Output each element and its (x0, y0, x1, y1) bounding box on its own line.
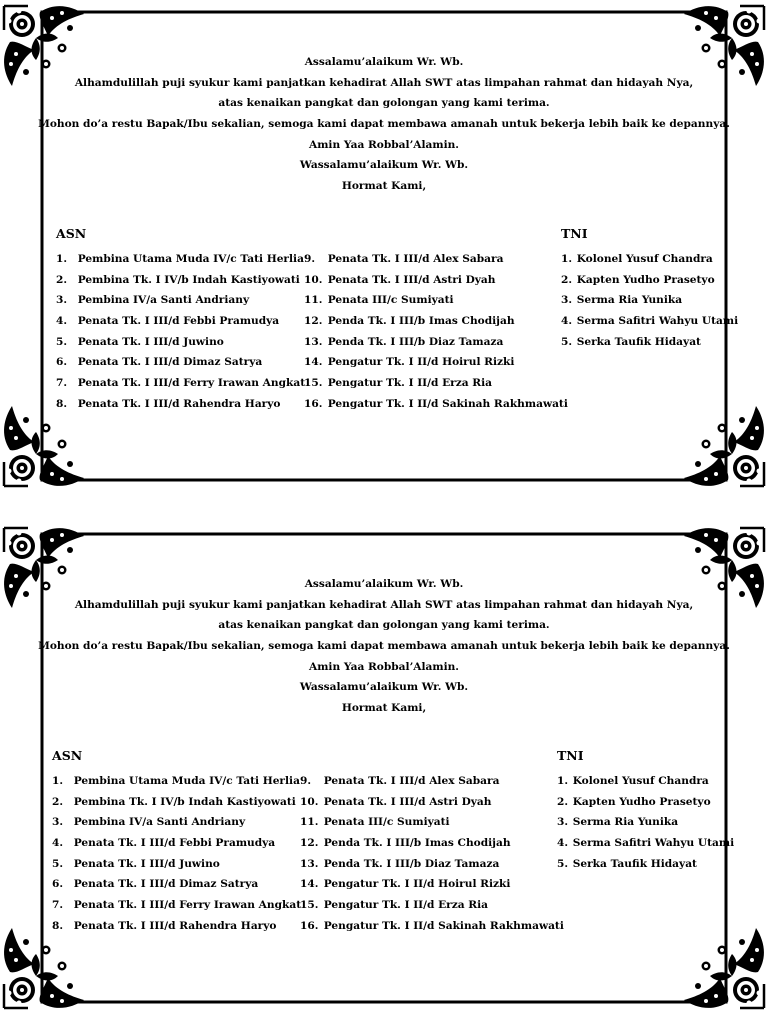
tni-column (557, 746, 734, 874)
tni-heading: TNI (561, 226, 588, 241)
list-name: Serma Ria Yunika (572, 816, 679, 829)
greeting-line: Mohon do’a restu Bapak/Ibu sekalian, semoga kami dapat membawa amanah untuk bekerja lebih baik ke depannya. (38, 118, 730, 131)
list-number: 1. (557, 775, 569, 787)
greeting-line: Amin Yaa Robbal’Alamin. (309, 660, 459, 673)
asn-heading: ASN (56, 226, 87, 241)
list-item (561, 311, 738, 332)
list-name: Penda Tk. I III/b Imas Chodijah (323, 837, 511, 850)
list-name: Penda Tk. I III/b Diaz Tamaza (323, 857, 500, 870)
list-item (557, 771, 734, 792)
list-number: 12. (300, 837, 319, 850)
list-number: 5. (52, 857, 64, 870)
list-name: Penata III/c Sumiyati (323, 816, 450, 829)
list-number: 2. (56, 273, 68, 286)
list-name: Kolonel Yusuf Chandra (572, 775, 709, 787)
greeting-line: Alhamdulillah puji syukur kami panjatkan kehadirat Allah SWT atas limpahan rahmat dan hidayah Nya, (74, 598, 694, 611)
asn-column-right (304, 249, 568, 415)
greeting-line: Assalamu’alaikum Wr. Wb. (304, 56, 464, 68)
list-name: Penata Tk. I III/d Juwino (77, 335, 224, 348)
greeting-line: Alhamdulillah puji syukur kami panjatkan kehadirat Allah SWT atas limpahan rahmat dan hidayah Nya, (74, 76, 694, 89)
list-name: Pengatur Tk. I II/d Erza Ria (327, 377, 492, 390)
greeting-line: atas kenaikan pangkat dan golongan yang kami terima. (218, 619, 550, 632)
list-item (300, 916, 564, 937)
asn-column-left (52, 746, 301, 937)
list-name: Pengatur Tk. I II/d Sakinah Rakhmawati (327, 397, 568, 410)
list-item (561, 290, 738, 311)
list-item (300, 792, 564, 813)
list-name: Serka Taufik Hidayat (572, 857, 697, 870)
list-name: Penata Tk. I III/d Dimaz Satrya (73, 878, 259, 891)
list-name: Penata Tk. I III/d Astri Dyah (327, 273, 496, 286)
list-number: 16. (304, 397, 323, 410)
list-item (557, 812, 734, 833)
list-number: 1. (52, 775, 64, 787)
list-name: Penata Tk. I III/d Dimaz Satrya (77, 356, 263, 369)
list-name: Pengatur Tk. I II/d Hoirul Rizki (323, 878, 511, 891)
tni-heading: TNI (557, 748, 584, 763)
list-name: Kapten Yudho Prasetyo (576, 273, 715, 286)
list-name: Pembina IV/a Santi Andriany (73, 816, 246, 829)
list-item (56, 332, 305, 353)
list-number: 2. (52, 795, 64, 808)
list-item (304, 332, 568, 353)
list-number: 2. (557, 795, 569, 808)
list-item (56, 311, 305, 332)
list-name: Pembina Tk. I IV/b Indah Kastiyowati (77, 273, 300, 286)
tni-column (561, 224, 738, 352)
list-item (52, 792, 301, 813)
list-name: Penda Tk. I III/b Imas Chodijah (327, 315, 515, 328)
list-name: Penata Tk. I III/d Alex Sabara (327, 253, 504, 265)
greeting-line: Assalamu’alaikum Wr. Wb. (304, 578, 464, 590)
list-number: 11. (304, 294, 323, 307)
list-name: Penata Tk. I III/d Ferry Irawan Angkat (77, 377, 306, 390)
list-number: 7. (56, 377, 68, 390)
list-name: Pengatur Tk. I II/d Hoirul Rizki (327, 356, 515, 369)
list-number: 4. (557, 837, 569, 850)
list-number: 5. (557, 857, 569, 870)
list-item (557, 854, 734, 875)
list-item (557, 833, 734, 854)
corner-ornament-icon (678, 922, 768, 1012)
list-number: 14. (304, 356, 323, 369)
list-number: 2. (561, 273, 573, 286)
list-name: Penata Tk. I III/d Alex Sabara (323, 775, 500, 787)
list-number: 4. (561, 315, 573, 328)
list-number: 1. (56, 253, 68, 265)
list-name: Penata Tk. I III/d Rahendra Haryo (73, 919, 277, 932)
list-item (56, 373, 305, 394)
invitation-card-top (0, 2, 768, 490)
list-item (300, 771, 564, 792)
list-name: Pengatur Tk. I II/d Sakinah Rakhmawati (323, 919, 564, 932)
greeting-line: Amin Yaa Robbal’Alamin. (309, 138, 459, 151)
list-number: 8. (56, 397, 68, 410)
list-item (300, 874, 564, 895)
list-name: Penata Tk. I III/d Febbi Pramudya (73, 837, 276, 850)
list-number: 5. (56, 335, 68, 348)
list-item (300, 812, 564, 833)
list-number: 10. (304, 273, 323, 286)
list-item (304, 311, 568, 332)
list-number: 16. (300, 919, 319, 932)
list-item (52, 854, 301, 875)
list-number: 5. (561, 335, 573, 348)
list-name: Penata Tk. I III/d Rahendra Haryo (77, 397, 281, 410)
list-item (304, 352, 568, 373)
list-number: 9. (300, 775, 312, 787)
list-item (300, 895, 564, 916)
list-number: 13. (300, 857, 319, 870)
list-item (52, 895, 301, 916)
greeting-line: Mohon do’a restu Bapak/Ibu sekalian, semoga kami dapat membawa amanah untuk bekerja lebih baik ke depannya. (38, 640, 730, 653)
list-number: 15. (300, 899, 319, 912)
list-number: 9. (304, 253, 316, 265)
greeting-line: Hormat Kami, (341, 180, 427, 193)
list-item (56, 290, 305, 311)
list-item (561, 270, 738, 291)
list-item (56, 249, 305, 270)
list-item (304, 394, 568, 415)
list-item (304, 373, 568, 394)
list-number: 4. (56, 315, 68, 328)
list-item (56, 270, 305, 291)
list-item (52, 771, 301, 792)
list-item (561, 249, 738, 270)
list-number: 6. (56, 356, 68, 369)
greeting-line: atas kenaikan pangkat dan golongan yang kami terima. (218, 97, 550, 110)
list-number: 6. (52, 878, 64, 891)
list-number: 15. (304, 377, 323, 390)
list-item (52, 833, 301, 854)
greeting-block (0, 574, 768, 719)
list-number: 3. (56, 294, 68, 307)
list-name: Serma Safitri Wahyu Utami (572, 837, 735, 850)
greeting-block (0, 52, 768, 197)
list-name: Pembina Tk. I IV/b Indah Kastiyowati (73, 795, 296, 808)
list-item (300, 854, 564, 875)
list-number: 4. (52, 837, 64, 850)
list-number: 3. (52, 816, 64, 829)
list-number: 11. (300, 816, 319, 829)
list-name: Serma Safitri Wahyu Utami (576, 315, 739, 328)
list-name: Penata Tk. I III/d Juwino (73, 857, 220, 870)
list-name: Serka Taufik Hidayat (576, 335, 701, 348)
corner-ornament-icon (678, 400, 768, 490)
list-name: Serma Ria Yunika (576, 294, 683, 307)
list-number: 12. (304, 315, 323, 328)
list-number: 14. (300, 878, 319, 891)
list-item (56, 394, 305, 415)
list-name: Penata III/c Sumiyati (327, 294, 454, 307)
asn-column-right (300, 771, 564, 937)
list-name: Pembina IV/a Santi Andriany (77, 294, 250, 307)
list-number: 1. (561, 253, 573, 265)
greeting-line: Hormat Kami, (341, 702, 427, 715)
list-name: Penata Tk. I III/d Ferry Irawan Angkat (73, 899, 302, 912)
list-name: Penata Tk. I III/d Febbi Pramudya (77, 315, 280, 328)
list-item (52, 812, 301, 833)
list-item (52, 874, 301, 895)
list-number: 3. (557, 816, 569, 829)
asn-heading: ASN (52, 748, 83, 763)
list-name: Pembina Utama Muda IV/c Tati Herlia (77, 253, 304, 265)
list-name: Pengatur Tk. I II/d Erza Ria (323, 899, 488, 912)
asn-column-left (56, 224, 305, 415)
greeting-line: Wassalamu’alaikum Wr. Wb. (299, 681, 469, 694)
list-name: Kapten Yudho Prasetyo (572, 795, 711, 808)
list-name: Pembina Utama Muda IV/c Tati Herlia (73, 775, 300, 787)
list-number: 7. (52, 899, 64, 912)
list-number: 10. (300, 795, 319, 808)
list-item (304, 290, 568, 311)
invitation-card-bottom (0, 524, 768, 1012)
list-name: Penda Tk. I III/b Diaz Tamaza (327, 335, 504, 348)
list-item (56, 352, 305, 373)
list-item (304, 270, 568, 291)
list-number: 13. (304, 335, 323, 348)
list-item (52, 916, 301, 937)
list-name: Kolonel Yusuf Chandra (576, 253, 713, 265)
list-item (304, 249, 568, 270)
list-number: 8. (52, 919, 64, 932)
list-item (300, 833, 564, 854)
list-item (561, 332, 738, 353)
greeting-line: Wassalamu’alaikum Wr. Wb. (299, 159, 469, 172)
list-name: Penata Tk. I III/d Astri Dyah (323, 795, 492, 808)
list-item (557, 792, 734, 813)
list-number: 3. (561, 294, 573, 307)
